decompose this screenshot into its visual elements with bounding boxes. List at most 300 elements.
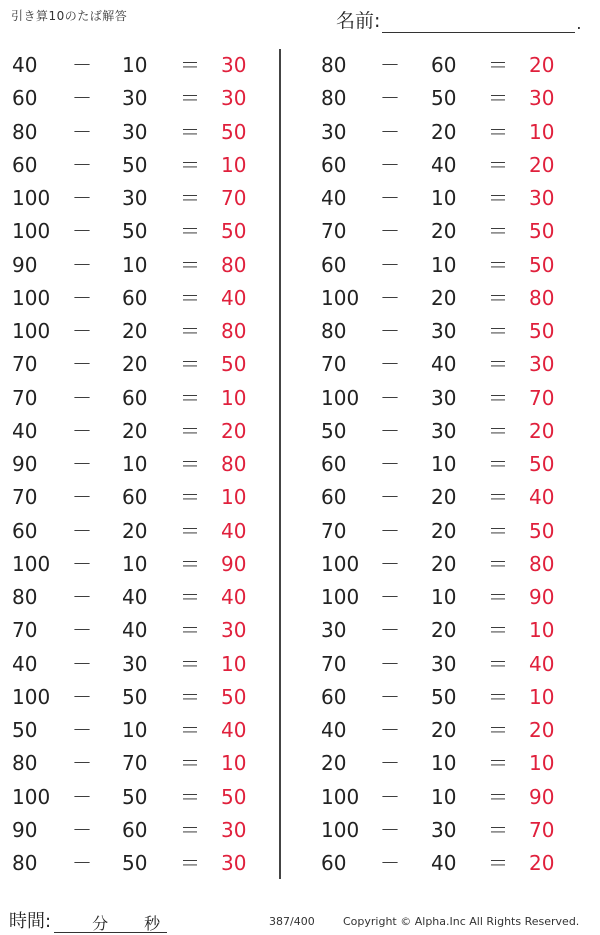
minuend: 70 [321,518,347,543]
minus-sign: － [72,53,92,77]
minus-sign: － [380,252,400,277]
equals-sign: ＝ [488,86,508,111]
answer: 10 [221,751,247,776]
answer: 40 [529,485,555,510]
answer: 20 [529,418,555,443]
subtrahend: 60 [122,385,148,410]
problem-row [0,214,278,247]
subtrahend: 10 [431,751,457,776]
answer: 40 [529,651,555,676]
equals-sign: ＝ [180,551,200,576]
equals-sign: ＝ [488,585,508,609]
subtrahend: 10 [431,452,457,476]
answer: 30 [221,618,247,643]
equals-sign: ＝ [488,784,508,809]
minuend: 90 [12,252,38,277]
equals-sign: ＝ [180,485,200,510]
subtrahend: 50 [122,684,148,709]
minuend: 30 [321,618,347,643]
answer: 90 [529,585,555,609]
answer: 50 [221,352,247,377]
minus-sign: － [72,252,92,277]
minus-sign: － [72,817,92,842]
minus-sign: － [380,352,400,377]
problem-row [0,680,278,713]
minuend: 70 [12,618,38,643]
subtrahend: 70 [122,751,148,776]
minuend: 100 [12,319,51,343]
minus-sign: － [380,485,400,510]
minus-sign: － [380,53,400,77]
minuend: 60 [321,452,347,476]
minus-sign: － [380,684,400,709]
problem-row [0,48,278,81]
subtrahend: 50 [122,784,148,809]
minuend: 70 [12,352,38,377]
equals-sign: ＝ [180,285,200,310]
subtrahend: 30 [431,385,457,410]
subtrahend: 30 [431,319,457,343]
subtrahend: 20 [431,518,457,543]
minus-sign: － [72,718,92,742]
subtrahend: 20 [122,418,148,443]
answer: 70 [529,385,555,410]
minuend: 80 [12,851,38,875]
minuend: 100 [12,285,51,310]
problem-row [0,713,278,746]
answer: 30 [529,352,555,377]
minus-sign: － [380,452,400,476]
problem-row [300,414,590,447]
problem-row [300,248,590,281]
minus-sign: － [380,651,400,676]
minuend: 50 [12,718,38,742]
minuend: 70 [12,485,38,510]
subtrahend: 10 [431,585,457,609]
problems-left-column [0,48,278,879]
subtrahend: 40 [431,352,457,377]
equals-sign: ＝ [180,651,200,676]
subtrahend: 20 [122,319,148,343]
equals-sign: ＝ [488,817,508,842]
minus-sign: － [380,86,400,111]
problem-row [0,547,278,580]
answer: 50 [221,784,247,809]
subtrahend: 20 [122,518,148,543]
problem-row [0,780,278,813]
problem-row [300,48,590,81]
minus-sign: － [72,485,92,510]
minuend: 50 [321,418,347,443]
problem-row [300,613,590,646]
equals-sign: ＝ [180,684,200,709]
minuend: 40 [321,186,347,210]
time-blank-line [54,910,167,933]
subtrahend: 50 [122,851,148,875]
equals-sign: ＝ [488,219,508,244]
equals-sign: ＝ [488,152,508,177]
problem-row [300,314,590,347]
subtrahend: 20 [431,551,457,576]
answer: 80 [221,252,247,277]
minus-sign: － [72,751,92,776]
equals-sign: ＝ [180,219,200,244]
minus-sign: － [72,86,92,111]
equals-sign: ＝ [180,186,200,210]
equals-sign: ＝ [180,851,200,875]
problem-row [300,647,590,680]
equals-sign: ＝ [180,319,200,343]
problem-row [300,214,590,247]
subtrahend: 40 [431,851,457,875]
equals-sign: ＝ [488,119,508,144]
minus-sign: － [72,784,92,809]
problem-row [0,148,278,181]
problem-row [300,713,590,746]
minuend: 60 [12,518,38,543]
equals-sign: ＝ [180,385,200,410]
minus-sign: － [380,319,400,343]
equals-sign: ＝ [180,86,200,111]
answer: 30 [221,86,247,111]
minuend: 40 [12,651,38,676]
answer: 20 [529,152,555,177]
subtrahend: 10 [122,452,148,476]
seconds-label: 秒 [144,914,161,933]
minuend: 60 [12,86,38,111]
problem-row [0,613,278,646]
answer: 10 [221,385,247,410]
equals-sign: ＝ [180,53,200,77]
name-label: 名前: [336,10,381,32]
equals-sign: ＝ [488,618,508,643]
minus-sign: － [72,551,92,576]
subtrahend: 60 [431,53,457,77]
equals-sign: ＝ [488,651,508,676]
subtrahend: 20 [431,718,457,742]
equals-sign: ＝ [180,718,200,742]
problem-row [300,181,590,214]
minuend: 60 [321,851,347,875]
equals-sign: ＝ [180,784,200,809]
problem-row [300,480,590,513]
minus-sign: － [72,385,92,410]
minuend: 80 [12,119,38,144]
minus-sign: － [380,851,400,875]
equals-sign: ＝ [488,385,508,410]
answer: 50 [529,319,555,343]
equals-sign: ＝ [488,418,508,443]
subtrahend: 20 [431,219,457,244]
subtrahend: 50 [431,684,457,709]
minus-sign: － [380,585,400,609]
minuend: 40 [321,718,347,742]
problem-row [0,447,278,480]
minus-sign: － [72,585,92,609]
subtrahend: 40 [122,585,148,609]
equals-sign: ＝ [180,518,200,543]
answer: 20 [529,851,555,875]
subtrahend: 30 [122,186,148,210]
minuend: 20 [321,751,347,776]
answer: 90 [529,784,555,809]
subtrahend: 10 [122,718,148,742]
equals-sign: ＝ [488,285,508,310]
minuend: 80 [12,751,38,776]
subtrahend: 10 [122,53,148,77]
minus-sign: － [72,618,92,643]
problem-row [300,746,590,779]
minus-sign: － [72,352,92,377]
name-end-dot: . [576,14,582,33]
subtrahend: 20 [431,485,457,510]
minuend: 80 [321,319,347,343]
answer: 50 [529,219,555,244]
minus-sign: － [72,119,92,144]
problem-row [0,647,278,680]
minus-sign: － [72,851,92,875]
problem-row [0,813,278,846]
minus-sign: － [380,152,400,177]
answer: 80 [529,551,555,576]
subtrahend: 10 [122,252,148,277]
minus-sign: － [72,152,92,177]
answer: 80 [221,319,247,343]
problem-row [0,580,278,613]
subtrahend: 40 [122,618,148,643]
answer: 10 [221,651,247,676]
problem-row [300,148,590,181]
minus-sign: － [380,751,400,776]
worksheet-title: 引き算10のたば解答 [11,9,128,23]
subtrahend: 60 [122,817,148,842]
equals-sign: ＝ [488,718,508,742]
problem-row [300,347,590,380]
problem-row [0,746,278,779]
minuend: 60 [321,252,347,277]
answer: 40 [221,585,247,609]
problem-row [300,547,590,580]
subtrahend: 30 [431,651,457,676]
equals-sign: ＝ [488,53,508,77]
subtrahend: 30 [431,418,457,443]
minuend: 70 [12,385,38,410]
subtrahend: 60 [122,285,148,310]
minuend: 100 [12,684,51,709]
minuend: 100 [12,219,51,244]
minuend: 70 [321,352,347,377]
minus-sign: － [380,119,400,144]
problem-row [0,381,278,414]
problem-row [300,81,590,114]
answer: 20 [221,418,247,443]
subtrahend: 20 [431,618,457,643]
problem-row [0,414,278,447]
answer: 50 [529,252,555,277]
minus-sign: － [72,418,92,443]
minus-sign: － [72,219,92,244]
problem-row [0,248,278,281]
equals-sign: ＝ [180,585,200,609]
equals-sign: ＝ [488,485,508,510]
answer: 30 [529,86,555,111]
answer: 40 [221,718,247,742]
problem-row [300,846,590,879]
equals-sign: ＝ [488,186,508,210]
problem-row [0,81,278,114]
answer: 40 [221,518,247,543]
time-label: 時間: [9,911,52,932]
problem-row [300,580,590,613]
minuend: 100 [321,551,360,576]
minuend: 60 [321,485,347,510]
answer: 90 [221,551,247,576]
minuend: 100 [12,186,51,210]
minus-sign: － [380,817,400,842]
time-field [9,907,167,933]
minus-sign: － [380,385,400,410]
answer: 20 [529,53,555,77]
minutes-label: 分 [92,914,109,933]
subtrahend: 30 [122,86,148,111]
subtrahend: 10 [431,252,457,277]
minuend: 80 [321,86,347,111]
problem-row [0,115,278,148]
minus-sign: － [380,718,400,742]
equals-sign: ＝ [488,751,508,776]
answer: 50 [221,119,247,144]
problem-row [0,347,278,380]
equals-sign: ＝ [180,252,200,277]
subtrahend: 40 [431,152,457,177]
page-number: 387/400 [269,915,315,928]
equals-sign: ＝ [180,352,200,377]
name-field [336,6,582,33]
column-divider [279,49,281,879]
equals-sign: ＝ [488,319,508,343]
subtrahend: 30 [122,119,148,144]
minuend: 90 [12,817,38,842]
problem-row [300,680,590,713]
name-blank-line [382,11,575,33]
equals-sign: ＝ [180,751,200,776]
equals-sign: ＝ [488,452,508,476]
equals-sign: ＝ [180,817,200,842]
minuend: 40 [12,53,38,77]
subtrahend: 20 [431,119,457,144]
minus-sign: － [72,319,92,343]
subtrahend: 20 [431,285,457,310]
answer: 70 [529,817,555,842]
problem-row [0,480,278,513]
minus-sign: － [72,518,92,543]
minuend: 100 [321,817,360,842]
answer: 20 [529,718,555,742]
minus-sign: － [72,285,92,310]
minus-sign: － [72,452,92,476]
problem-row [0,281,278,314]
subtrahend: 10 [122,551,148,576]
answer: 40 [221,285,247,310]
subtrahend: 30 [431,817,457,842]
minuend: 30 [321,119,347,144]
equals-sign: ＝ [488,352,508,377]
problem-row [0,181,278,214]
problems-right-column [300,48,590,879]
answer: 70 [221,186,247,210]
minus-sign: － [380,518,400,543]
minuend: 60 [12,152,38,177]
answer: 10 [529,618,555,643]
minuend: 60 [321,684,347,709]
subtrahend: 10 [431,784,457,809]
minus-sign: － [72,186,92,210]
equals-sign: ＝ [488,518,508,543]
minus-sign: － [380,784,400,809]
minuend: 100 [321,585,360,609]
answer: 30 [221,851,247,875]
problem-row [300,381,590,414]
minuend: 100 [12,784,51,809]
answer: 10 [221,152,247,177]
answer: 50 [221,219,247,244]
answer: 50 [529,452,555,476]
equals-sign: ＝ [488,551,508,576]
equals-sign: ＝ [488,252,508,277]
minuend: 60 [321,152,347,177]
problem-row [300,115,590,148]
minus-sign: － [380,551,400,576]
minus-sign: － [380,219,400,244]
minuend: 40 [12,418,38,443]
problem-row [300,281,590,314]
minus-sign: － [380,618,400,643]
equals-sign: ＝ [180,119,200,144]
minuend: 70 [321,219,347,244]
minus-sign: － [380,418,400,443]
minuend: 100 [12,551,51,576]
answer: 80 [221,452,247,476]
answer: 30 [529,186,555,210]
subtrahend: 50 [122,152,148,177]
answer: 10 [529,751,555,776]
problem-row [300,447,590,480]
subtrahend: 30 [122,651,148,676]
minuend: 70 [321,651,347,676]
answer: 10 [221,485,247,510]
minuend: 80 [321,53,347,77]
problem-row [0,514,278,547]
problem-row [300,514,590,547]
answer: 50 [529,518,555,543]
subtrahend: 20 [122,352,148,377]
minus-sign: － [72,651,92,676]
minuend: 100 [321,285,360,310]
minus-sign: － [380,186,400,210]
minus-sign: － [380,285,400,310]
subtrahend: 50 [122,219,148,244]
problem-row [300,780,590,813]
problem-row [300,813,590,846]
equals-sign: ＝ [180,452,200,476]
minuend: 100 [321,784,360,809]
answer: 10 [529,684,555,709]
equals-sign: ＝ [488,684,508,709]
equals-sign: ＝ [488,851,508,875]
answer: 50 [221,684,247,709]
subtrahend: 50 [431,86,457,111]
minuend: 90 [12,452,38,476]
